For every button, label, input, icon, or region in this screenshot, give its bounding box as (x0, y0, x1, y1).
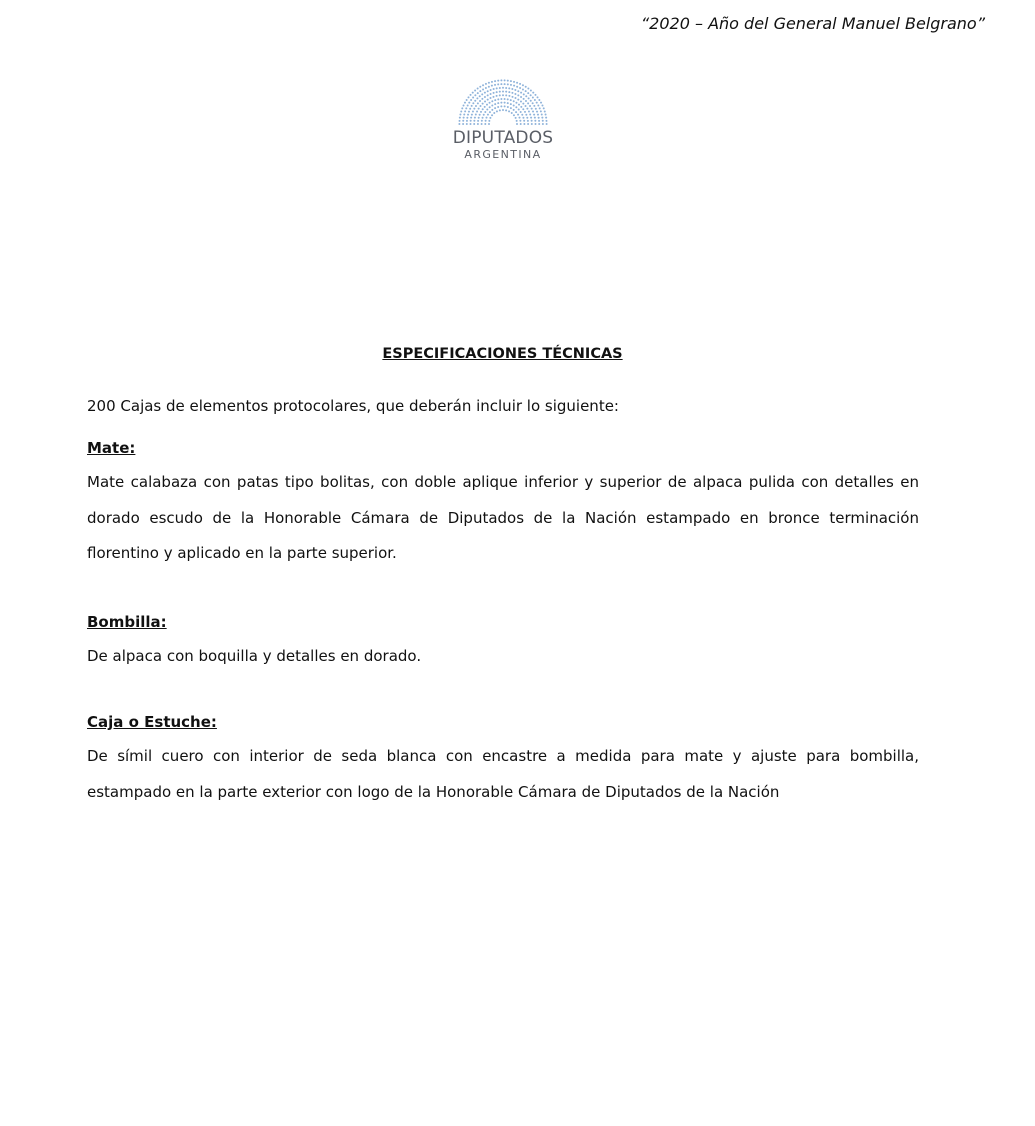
hemicycle-dot (477, 102, 479, 104)
hemicycle-dot (472, 97, 474, 99)
hemicycle-dot (532, 111, 534, 113)
hemicycle-dot (516, 86, 518, 88)
hemicycle-dot (475, 105, 477, 107)
hemicycle-dot (537, 104, 539, 106)
hemicycle-dot (520, 100, 522, 102)
hemicycle-dot (459, 117, 461, 119)
hemicycle-dot (516, 123, 518, 125)
hemicycle-dot (484, 123, 486, 125)
hemicycle-dot (484, 111, 486, 113)
hemicycle-dot (533, 114, 535, 116)
hemicycle-dot (491, 109, 493, 111)
hemicycle-dot (534, 117, 536, 119)
hemicycle-dot (525, 100, 527, 102)
hemicycle-dot (531, 108, 533, 110)
hemicycle-dot (542, 123, 544, 125)
hemicycle-dot (462, 120, 464, 122)
hemicycle-dot (490, 93, 492, 95)
hemicycle-dot (520, 92, 522, 94)
hemicycle-dot (486, 104, 488, 106)
hemicycle-dot (502, 109, 504, 111)
hemicycle-dot (523, 93, 525, 95)
hemicycle-dot (487, 94, 489, 96)
hemicycle-dot (499, 109, 501, 111)
hemicycle-dot (464, 110, 466, 112)
hemicycle-dot (467, 96, 469, 98)
hemicycle-dot (539, 107, 541, 109)
hemicycle-dot (520, 96, 522, 98)
hemicycle-dot (500, 83, 502, 85)
hemicycle-dot (486, 108, 488, 110)
hemicycle-dot (489, 102, 491, 104)
hemicycle-dot (478, 108, 480, 110)
hemicycle-dot (460, 110, 462, 112)
hemicycle-dot (513, 114, 515, 116)
hemicycle-dot (479, 105, 481, 107)
hemicycle-dot (489, 117, 491, 119)
hemicycle-dot (545, 117, 547, 119)
hemicycle-dot (534, 99, 536, 101)
hemicycle-dot (507, 98, 509, 100)
hemicycle-dot (487, 114, 489, 116)
hemicycle-dot (514, 93, 516, 95)
hemicycle-dot (507, 106, 509, 108)
hemicycle-dot (461, 107, 463, 109)
hemicycle-dot (485, 83, 487, 85)
hemicycle-dot (527, 92, 529, 94)
hemicycle-dot (511, 92, 513, 94)
hemicycle-dot (485, 87, 487, 89)
hemicycle-dot (525, 105, 527, 107)
hemicycle-dot (497, 98, 499, 100)
hemicycle-dot (507, 80, 509, 82)
hemicycle-dot (520, 123, 522, 125)
hemicycle-dot (502, 94, 504, 96)
hemicycle-dot (502, 91, 504, 93)
hemicycle-dot (497, 80, 499, 82)
hemicycle-dot (519, 87, 521, 89)
hemicycle-dot (510, 80, 512, 82)
hemicycle-dot (522, 103, 524, 105)
hemicycle-dot (513, 109, 515, 111)
diputados-logo (445, 78, 561, 162)
hemicycle-dot (515, 117, 517, 119)
hemicycle-dot (494, 107, 496, 109)
hemicycle-dot (496, 91, 498, 93)
hemicycle-dot (474, 94, 476, 96)
hemicycle-dot (470, 99, 472, 101)
hemicycle-dot (541, 117, 543, 119)
hemicycle-dot (504, 79, 506, 81)
intro-paragraph: 200 Cajas de elementos protocolares, que deberán incluir lo siguiente: (87, 397, 619, 415)
hemicycle-dot (540, 102, 542, 104)
hemicycle-dot (523, 123, 525, 125)
section-body: De símil cuero con interior de seda blanca con encastre a medida para mate y ajuste para bombilla, estampado en la parte exterior con logo de la Honorable Cámara de Diputados de la Nación (87, 747, 919, 801)
hemicycle-dot (507, 83, 509, 85)
hemicycle-dot (469, 108, 471, 110)
hemicycle-dot (479, 95, 481, 97)
document-body (87, 396, 919, 844)
hemicycle-dot (484, 92, 486, 94)
hemicycle-dot (463, 104, 465, 106)
hemicycle-dot (530, 89, 532, 91)
hemicycle-dot (538, 117, 540, 119)
hemicycle-dot (513, 85, 515, 87)
hemicycle-dot (500, 102, 502, 104)
hemicycle-dot (477, 120, 479, 122)
hemicycle-dot (490, 97, 492, 99)
hemicycle-dot (522, 108, 524, 110)
hemicycle-dot (517, 90, 519, 92)
hemicycle-dot (516, 82, 518, 84)
section-heading: Bombilla: (87, 612, 167, 631)
section-heading: Caja o Estuche: (87, 713, 217, 731)
hemicycle-dot (493, 88, 495, 90)
hemicycle-dot (530, 100, 532, 102)
hemicycle-dot (475, 113, 477, 115)
hemicycle-dot (518, 104, 520, 106)
hemicycle-dot (494, 99, 496, 101)
hemicycle-dot (514, 89, 516, 91)
hemicycle-dot (497, 106, 499, 108)
hemicycle-dot (528, 111, 530, 113)
hemicycle-dot (491, 100, 493, 102)
hemicycle-dot (525, 114, 527, 116)
hemicycle-dot (505, 91, 507, 93)
hemicycle-dot (467, 104, 469, 106)
hemicycle-dot (519, 83, 521, 85)
hemicycle-dot (480, 111, 482, 113)
hemicycle-dot (484, 96, 486, 98)
hemicycle-dot (520, 111, 522, 113)
hemicycle-dot (513, 100, 515, 102)
hemicycle-dot (493, 92, 495, 94)
hemicycle-dot (513, 104, 515, 106)
hemicycle-dot (482, 103, 484, 105)
hemicycle-dot (545, 120, 547, 122)
hemicycle-dot (474, 100, 476, 102)
hemicycle-dot (486, 117, 488, 119)
hemicycle-dot (474, 89, 476, 91)
hemicycle-dot (537, 96, 539, 98)
hemicycle-dot (490, 89, 492, 91)
hemicycle-dot (479, 86, 481, 88)
hemicycle-dot (500, 98, 502, 100)
hemicycle-dot (512, 96, 514, 98)
hemicycle-dot (504, 105, 506, 107)
hemicycle-dot (473, 108, 475, 110)
logo-country: ARGENTINA (464, 148, 542, 161)
hemicycle-dot (532, 102, 534, 104)
hemicycle-dot (470, 94, 472, 96)
hemicycle-dot (482, 108, 484, 110)
header-motto: “2020 – Año del General Manuel Belgrano” (640, 14, 985, 33)
hemicycle-dot (465, 107, 467, 109)
hemicycle-dot (522, 117, 524, 119)
hemicycle-dot (515, 97, 517, 99)
hemicycle-dot (526, 108, 528, 110)
hemicycle-dot (482, 84, 484, 86)
hemicycle-dot (511, 88, 513, 90)
hemicycle-dot (499, 87, 501, 89)
hemicycle-dot (497, 102, 499, 104)
hemicycle-dot (467, 114, 469, 116)
hemicycle-dot (520, 106, 522, 108)
hemicycle-dot (534, 94, 536, 96)
hemicycle-dot (481, 93, 483, 95)
hemicycle-dot (500, 79, 502, 81)
hemicycle-dot (515, 106, 517, 108)
hemicycle-dot (508, 110, 510, 112)
hemicycle-dot (476, 111, 478, 113)
hemicycle-dot (507, 102, 509, 104)
hemicycle-dot (515, 102, 517, 104)
hemicycle-dot (491, 81, 493, 83)
section-caja-estuche (87, 712, 919, 810)
hemicycle-dot (482, 88, 484, 90)
hemicycle-dot (487, 99, 489, 101)
hemicycle-dot (488, 86, 490, 88)
hemicycle-dot (492, 96, 494, 98)
hemicycle-dot (496, 95, 498, 97)
hemicycle-dot (511, 112, 513, 114)
hemicycle-dot (494, 103, 496, 105)
document-title: ESPECIFICACIONES TÉCNICAS (382, 346, 623, 362)
section-body: De alpaca con boquilla y detalles en dorado. (87, 646, 422, 665)
hemicycle-dot (521, 114, 523, 116)
hemicycle-dot (474, 117, 476, 119)
hemicycle-dot (517, 99, 519, 101)
hemicycle-dot (494, 80, 496, 82)
hemicycle-dot (513, 81, 515, 83)
hemicycle-dot (519, 117, 521, 119)
hemicycle-dot (466, 123, 468, 125)
hemicycle-dot (496, 87, 498, 89)
hemicycle-dot (527, 120, 529, 122)
hemicycle-dot (525, 86, 527, 88)
hemicycle-dot (510, 107, 512, 109)
hemicycle-dot (487, 90, 489, 92)
hemicycle-dot (484, 106, 486, 108)
hemicycle-dot (527, 102, 529, 104)
hemicycle-dot (470, 117, 472, 119)
hemicycle-dot (530, 94, 532, 96)
hemicycle-dot (535, 123, 537, 125)
hemicycle-dot (532, 92, 534, 94)
hemicycle-dot (537, 114, 539, 116)
hemicycle-dot (479, 90, 481, 92)
hemicycle-dot (481, 98, 483, 100)
hemicycle-dot (504, 83, 506, 85)
hemicycle-dot (523, 120, 525, 122)
hemicycle-dot (499, 94, 501, 96)
hemicycle-dot (485, 120, 487, 122)
hemicycle-dot (488, 123, 490, 125)
hemicycle-dot (466, 99, 468, 101)
hemicycle-dot (459, 114, 461, 116)
hemicycle-dot (482, 117, 484, 119)
hemicycle-dot (519, 120, 521, 122)
hemicycle-dot (489, 106, 491, 108)
hemicycle-icon (457, 78, 549, 126)
hemicycle-dot (481, 123, 483, 125)
hemicycle-dot (463, 117, 465, 119)
hemicycle-dot (544, 110, 546, 112)
hemicycle-dot (529, 113, 531, 115)
hemicycle-dot (488, 120, 490, 122)
hemicycle-dot (476, 97, 478, 99)
hemicycle-dot (471, 105, 473, 107)
hemicycle-dot (493, 112, 495, 114)
hemicycle-dot (523, 98, 525, 100)
hemicycle-dot (510, 99, 512, 101)
hemicycle-dot (527, 123, 529, 125)
hemicycle-dot (504, 102, 506, 104)
hemicycle-dot (546, 123, 548, 125)
section-mate (87, 438, 919, 572)
hemicycle-dot (541, 104, 543, 106)
hemicycle-dot (530, 117, 532, 119)
hemicycle-dot (491, 104, 493, 106)
hemicycle-dot (541, 113, 543, 115)
hemicycle-dot (464, 102, 466, 104)
hemicycle-dot (462, 123, 464, 125)
hemicycle-dot (500, 105, 502, 107)
hemicycle-dot (466, 117, 468, 119)
hemicycle-dot (538, 99, 540, 101)
hemicycle-dot (528, 97, 530, 99)
hemicycle-dot (496, 110, 498, 112)
hemicycle-dot (536, 111, 538, 113)
hemicycle-dot (471, 114, 473, 116)
hemicycle-dot (515, 111, 517, 113)
hemicycle-dot (542, 120, 544, 122)
hemicycle-dot (502, 87, 504, 89)
hemicycle-dot (508, 91, 510, 93)
hemicycle-dot (477, 88, 479, 90)
hemicycle-dot (522, 84, 524, 86)
hemicycle-dot (529, 105, 531, 107)
hemicycle-dot (489, 111, 491, 113)
hemicycle-dot (477, 123, 479, 125)
hemicycle-dot (472, 111, 474, 113)
hemicycle-dot (545, 114, 547, 116)
hemicycle-dot (472, 92, 474, 94)
hemicycle-dot (517, 94, 519, 96)
hemicycle-dot (466, 120, 468, 122)
hemicycle-dot (525, 90, 527, 92)
hemicycle-dot (505, 94, 507, 96)
logo-name: DIPUTADOS (452, 128, 554, 148)
hemicycle-dot (505, 87, 507, 89)
hemicycle-dot (468, 102, 470, 104)
hemicycle-dot (533, 105, 535, 107)
hemicycle-dot (458, 123, 460, 125)
hemicycle-dot (524, 111, 526, 113)
hemicycle-dot (478, 117, 480, 119)
hemicycle-dot (494, 84, 496, 86)
hemicycle-dot (463, 113, 465, 115)
hemicycle-dot (531, 120, 533, 122)
hemicycle-dot (538, 120, 540, 122)
hemicycle-dot (499, 91, 501, 93)
hemicycle-dot (538, 123, 540, 125)
hemicycle-dot (518, 108, 520, 110)
hemicycle-dot (479, 114, 481, 116)
hemicycle-dot (483, 114, 485, 116)
hemicycle-dot (532, 97, 534, 99)
hemicycle-dot (473, 120, 475, 122)
hemicycle-dot (491, 114, 493, 116)
hemicycle-dot (527, 88, 529, 90)
hemicycle-dot (510, 103, 512, 105)
hemicycle-dot (536, 102, 538, 104)
hemicycle-dot (522, 88, 524, 90)
hemicycle-dot (510, 84, 512, 86)
hemicycle-dot (470, 123, 472, 125)
hemicycle-dot (516, 120, 518, 122)
section-body: Mate calabaza con patas tipo bolitas, con doble aplique inferior y superior de alpaca pulida con detalles en dorado escudo de la Honorable Cámara de Diputados de la Nación estampado en bronce terminación florentino y aplicado en la parte superior. (87, 473, 919, 562)
hemicycle-dot (479, 100, 481, 102)
hemicycle-dot (477, 92, 479, 94)
hemicycle-dot (470, 120, 472, 122)
hemicycle-dot (508, 95, 510, 97)
hemicycle-dot (517, 114, 519, 116)
hemicycle-dot (508, 87, 510, 89)
hemicycle-dot (484, 100, 486, 102)
hemicycle-dot (535, 108, 537, 110)
hemicycle-dot (534, 120, 536, 122)
hemicycle-dot (497, 83, 499, 85)
hemicycle-dot (525, 95, 527, 97)
hemicycle-dot (526, 117, 528, 119)
hemicycle-dot (504, 98, 506, 100)
hemicycle-dot (531, 123, 533, 125)
hemicycle-dot (459, 120, 461, 122)
hemicycle-dot (472, 102, 474, 104)
hemicycle-dot (473, 123, 475, 125)
hemicycle-dot (491, 85, 493, 87)
hemicycle-dot (505, 109, 507, 111)
hemicycle-dot (543, 107, 545, 109)
hemicycle-dot (481, 120, 483, 122)
section-heading: Mate: (87, 439, 136, 457)
section-bombilla (87, 612, 919, 675)
hemicycle-dot (468, 111, 470, 113)
hemicycle-dot (488, 82, 490, 84)
hemicycle-dot (540, 110, 542, 112)
